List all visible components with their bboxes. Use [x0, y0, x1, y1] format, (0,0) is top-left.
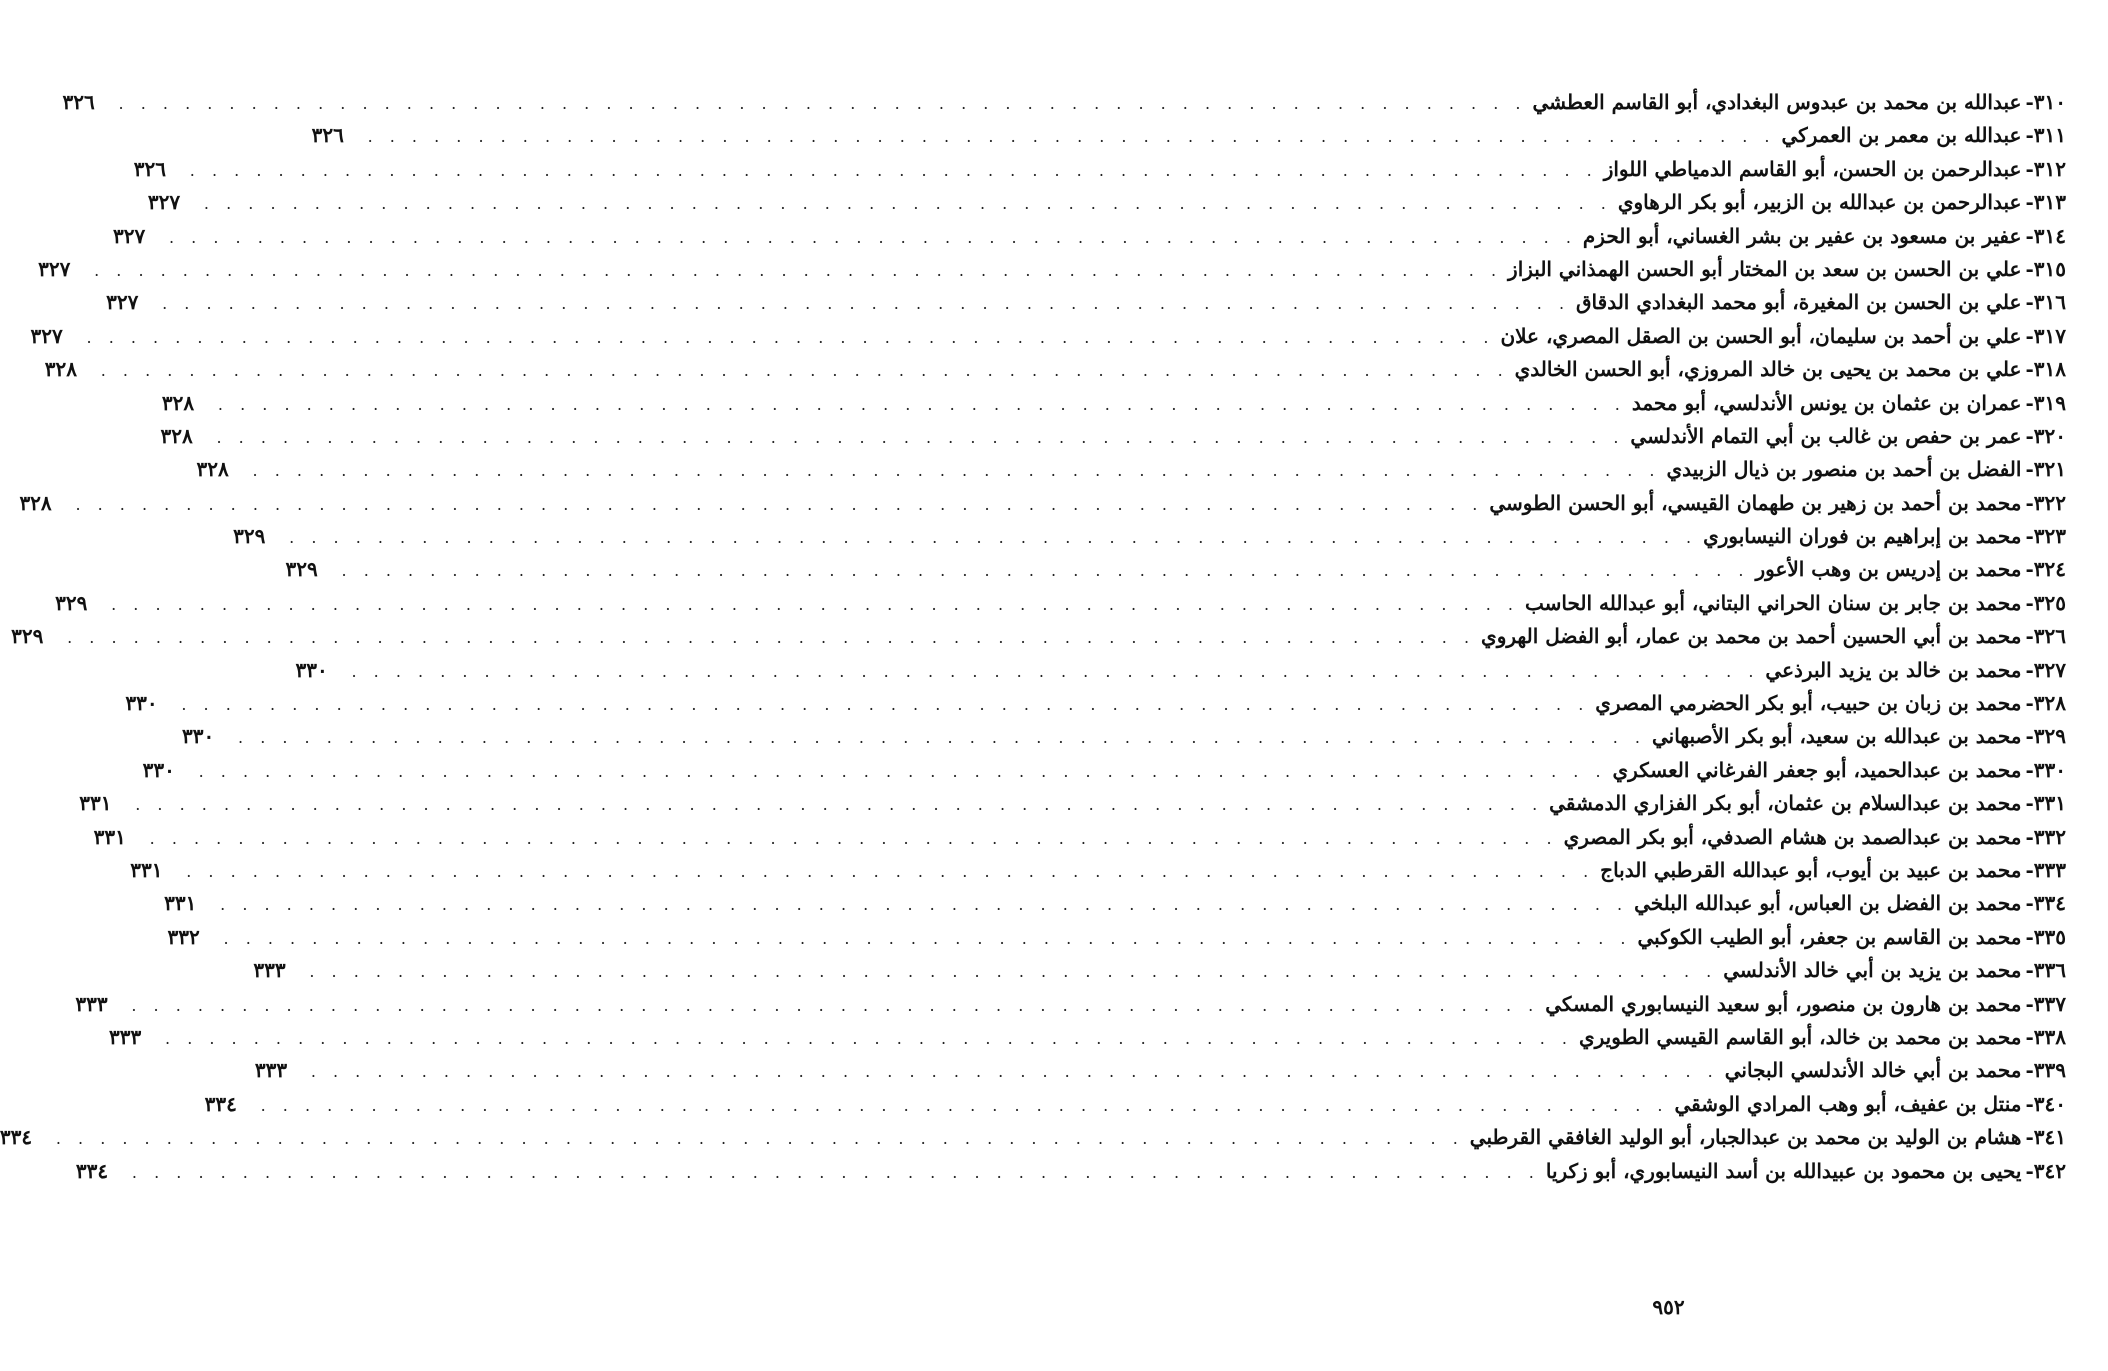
toc-entry — [233, 520, 2066, 553]
toc-entry — [55, 587, 2066, 620]
entry-number: ٣٢٤- — [2025, 557, 2066, 582]
dot-leader — [135, 788, 1543, 821]
dot-leader — [162, 287, 1570, 320]
entry-title: عفير بن مسعود بن عفير بن بشر الغساني، أبو الحزم — [1582, 223, 2022, 248]
entry-page-number: ٣٣٠ — [125, 691, 158, 716]
toc-entry — [0, 1121, 2066, 1154]
entry-title: محمد بن عبدالله بن سعيد، أبو بكر الأصبهاني — [1651, 724, 2022, 749]
entry-number: ٣١٧- — [2025, 323, 2066, 348]
toc-entry — [130, 854, 2066, 887]
entry-title: يحيى بن محمود بن عبيدالله بن أسد النيسابوري، أبو زكريا — [1545, 1158, 2022, 1183]
toc-entry — [109, 1021, 2066, 1054]
toc-entry — [142, 754, 2066, 787]
entry-number: ٣٢١- — [2025, 457, 2066, 482]
toc-entry — [106, 286, 2066, 319]
toc-entry — [161, 387, 2066, 420]
entry-page-number: ٣٢٧ — [106, 290, 139, 315]
entry-number: ٣١٩- — [2025, 390, 2066, 415]
entry-page-number: ٣٢٦ — [62, 90, 95, 114]
toc-entry — [30, 320, 2066, 353]
toc-entry — [19, 487, 2066, 520]
toc-entry — [113, 220, 2066, 253]
entry-number: ٣١١- — [2025, 123, 2066, 148]
entry-page-number: ٣٢٧ — [38, 256, 71, 281]
entry-title: محمد بن يزيد بن أبي خالد الأندلسي — [1723, 958, 2022, 983]
entry-page-number: ٣٢٦ — [133, 156, 167, 181]
toc-entry — [79, 787, 2066, 820]
dot-leader — [220, 888, 1628, 921]
dot-leader — [218, 388, 1626, 421]
toc-entry — [253, 954, 2066, 987]
entry-page-number: ٣٢٨ — [44, 357, 77, 382]
dot-leader — [224, 922, 1632, 955]
entry-title: علي بن الحسن بن المغيرة، أبو محمد البغدادي الدقاق — [1576, 290, 2022, 315]
dot-leader — [342, 554, 1750, 587]
entry-number: ٣٣٩- — [2025, 1058, 2066, 1083]
toc-entry — [125, 687, 2066, 720]
toc-entry — [311, 119, 2066, 152]
dot-leader — [217, 421, 1625, 454]
entry-number: ٣١٨- — [2025, 357, 2066, 382]
dot-leader — [87, 321, 1495, 354]
toc-entry — [133, 153, 2066, 186]
dot-leader — [199, 755, 1607, 788]
entry-page-number: ٣٢٩ — [11, 624, 44, 649]
entry-title: محمد بن محمد بن خالد، أبو القاسم القيسي الطويري — [1578, 1024, 2022, 1049]
entry-title: منتل بن عفيف، أبو وهب المرادي الوشقي — [1674, 1091, 2022, 1116]
entry-number: ٣٢٥- — [2025, 590, 2066, 615]
entry-page-number: ٣٣٠ — [182, 724, 215, 749]
dot-leader — [101, 354, 1509, 387]
toc-entry — [62, 86, 2066, 119]
entry-title: هشام بن الوليد بن محمد بن عبدالجبار، أبو الوليد الغافقي القرطبي — [1469, 1125, 2022, 1150]
toc-entry — [167, 921, 2066, 954]
entry-number: ٣٢٢- — [2025, 490, 2066, 515]
toc-entry — [147, 186, 2066, 219]
entry-number: ٣١٥- — [2025, 256, 2066, 281]
entry-page-number: ٣٣٣ — [253, 958, 286, 983]
dot-leader — [150, 822, 1558, 855]
dot-leader — [165, 1022, 1573, 1055]
entry-page-number: ٣٣١ — [130, 857, 163, 882]
entry-number: ٣٤٠- — [2025, 1091, 2066, 1116]
entry-page-number: ٣٢٩ — [55, 590, 88, 615]
entry-number: ٣٣٦- — [2025, 958, 2066, 983]
dot-leader — [169, 221, 1577, 254]
entry-number: ٣٢٠- — [2025, 423, 2066, 448]
entry-title: محمد بن زبان بن حبيب، أبو بكر الحضرمي المصري — [1595, 691, 2022, 716]
dot-leader — [111, 588, 1519, 621]
entry-number: ٣٣٥- — [2025, 924, 2066, 949]
dot-leader — [352, 655, 1760, 688]
entry-number: ٣٢٧- — [2025, 657, 2066, 682]
entry-number: ٣٣٧- — [2025, 991, 2066, 1016]
entry-page-number: ٣٣١ — [79, 791, 112, 816]
entry-title: محمد بن الفضل بن العباس، أبو عبدالله البلخي — [1634, 891, 2022, 916]
dot-leader — [253, 454, 1661, 487]
entry-title: الفضل بن أحمد بن منصور بن ذيال الزبيدي — [1666, 457, 2022, 482]
dot-leader — [75, 488, 1483, 521]
entry-title: محمد بن أبي خالد الأندلسي البجاني — [1724, 1058, 2022, 1083]
entry-page-number: ٣٣٤ — [75, 1158, 109, 1183]
toc-entry — [44, 353, 2066, 386]
entry-page-number: ٣٢٩ — [285, 557, 318, 582]
entry-page-number: ٣٣٢ — [167, 924, 200, 949]
dot-leader — [56, 1122, 1464, 1155]
entry-page-number: ٣٢٨ — [196, 457, 229, 482]
entry-number: ٣١٦- — [2025, 290, 2066, 315]
toc-entry — [182, 720, 2066, 753]
entry-title: محمد بن خالد بن يزيد البرذعي — [1765, 657, 2022, 682]
entry-page-number: ٣٢٩ — [233, 524, 266, 549]
entry-page-number: ٣٢٦ — [311, 123, 344, 148]
entry-page-number: ٣٣١ — [93, 824, 126, 849]
dot-leader — [311, 1055, 1719, 1088]
entry-page-number: ٣٣٠ — [142, 757, 175, 782]
toc-entry — [38, 253, 2066, 286]
entry-title: محمد بن القاسم بن جعفر، أبو الطيب الكوكبي — [1637, 924, 2022, 949]
entry-number: ٣٣٨- — [2025, 1024, 2066, 1049]
entry-title: علي بن الحسن بن سعد بن المختار أبو الحسن الهمذاني البزاز — [1508, 256, 2022, 281]
entry-title: محمد بن عبيد بن أيوب، أبو عبدالله القرطبي الدباج — [1600, 857, 2022, 882]
entry-page-number: ٣٣٣ — [75, 991, 108, 1016]
entry-page-number: ٣٢٧ — [147, 190, 181, 215]
entry-title: عبدالرحمن بن الحسن، أبو القاسم الدمياطي اللواز — [1603, 156, 2022, 181]
toc-entry — [75, 988, 2066, 1021]
entry-number: ٣٣٤- — [2025, 891, 2066, 916]
toc-entry — [164, 887, 2066, 920]
entry-page-number: ٣٣٣ — [109, 1024, 142, 1049]
entry-number: ٣٢٩- — [2025, 724, 2066, 749]
entry-number: ٣١٤- — [2025, 223, 2066, 248]
entry-number: ٣٢٣- — [2025, 524, 2066, 549]
entry-number: ٣٤١- — [2025, 1125, 2066, 1150]
entry-title: عبدالله بن محمد بن عبدوس البغدادي، أبو القاسم العطشي — [1532, 90, 2022, 114]
toc-entry — [75, 1155, 2066, 1188]
page-number: ٩٥٢ — [1652, 1295, 1685, 1319]
entry-page-number: ٣٣١ — [164, 891, 197, 916]
toc-entry — [160, 420, 2066, 453]
table-of-contents — [0, 86, 2066, 1188]
dot-leader — [261, 1089, 1669, 1122]
entry-title: عبدالله بن معمر بن العمركي — [1781, 123, 2022, 148]
dot-leader — [131, 989, 1539, 1022]
entry-title: محمد بن أحمد بن زهير بن طهمان القيسي، أبو الحسن الطوسي — [1489, 490, 2022, 515]
toc-entry — [295, 654, 2066, 687]
entry-page-number: ٣٢٧ — [113, 223, 146, 248]
entry-title: عبدالرحمن بن عبدالله بن الزبير، أبو بكر الرهاوي — [1617, 190, 2022, 215]
entry-title: محمد بن عبدالحميد، أبو جعفر الفرغاني العسكري — [1612, 757, 2022, 782]
entry-title: عمر بن حفص بن غالب بن أبي التمام الأندلسي — [1630, 423, 2022, 448]
dot-leader — [309, 955, 1717, 988]
entry-page-number: ٣٢٨ — [161, 390, 195, 415]
entry-page-number: ٣٣٤ — [0, 1125, 33, 1150]
dot-leader — [368, 120, 1776, 153]
dot-leader — [289, 521, 1697, 554]
entry-number: ٣٢٨- — [2025, 691, 2066, 716]
entry-title: محمد بن هارون بن منصور، أبو سعيد النيسابوري المسكي — [1545, 991, 2022, 1016]
dot-leader — [190, 154, 1598, 187]
entry-page-number: ٣٢٨ — [19, 490, 52, 515]
entry-title: محمد بن عبدالسلام بن عثمان، أبو بكر الفزاري الدمشقي — [1549, 791, 2022, 816]
entry-title: محمد بن إبراهيم بن فوران النيسابوري — [1703, 524, 2022, 549]
entry-title: محمد بن إدريس بن وهب الأعور — [1755, 557, 2022, 582]
dot-leader — [119, 87, 1527, 120]
toc-entry — [254, 1054, 2066, 1087]
toc-entry — [196, 453, 2066, 486]
entry-title: محمد بن أبي الحسين أحمد بن محمد بن عمار، أبو الفضل الهروي — [1481, 624, 2022, 649]
entry-number: ٣٣٠- — [2025, 757, 2066, 782]
entry-title: عمران بن عثمان بن يونس الأندلسي، أبو محمد — [1631, 390, 2022, 415]
dot-leader — [67, 621, 1475, 654]
entry-page-number: ٣٢٨ — [160, 423, 193, 448]
entry-page-number: ٣٢٧ — [30, 323, 63, 348]
entry-number: ٣٣١- — [2025, 791, 2066, 816]
entry-number: ٣٢٦- — [2025, 624, 2066, 649]
entry-page-number: ٣٣٤ — [204, 1091, 237, 1116]
entry-page-number: ٣٣٠ — [295, 657, 328, 682]
dot-leader — [204, 187, 1612, 220]
entry-number: ٣٣٢- — [2025, 824, 2066, 849]
entry-title: علي بن محمد بن يحيى بن خالد المروزي، أبو الحسن الخالدي — [1514, 357, 2022, 382]
entry-number: ٣١٢- — [2025, 156, 2066, 181]
entry-number: ٣٤٢- — [2025, 1158, 2066, 1183]
dot-leader — [132, 1156, 1540, 1189]
entry-title: علي بن أحمد بن سليمان، أبو الحسن بن الصقل المصري، علان — [1500, 323, 2022, 348]
dot-leader — [94, 254, 1502, 287]
entry-number: ٣١٠- — [2025, 90, 2066, 114]
toc-entry — [285, 553, 2066, 586]
dot-leader — [186, 855, 1594, 888]
entry-page-number: ٣٣٣ — [254, 1058, 288, 1083]
dot-leader — [238, 721, 1646, 754]
entry-number: ٣١٣- — [2025, 190, 2066, 215]
toc-entry — [11, 620, 2066, 653]
entry-title: محمد بن جابر بن سنان الحراني البتاني، أبو عبدالله الحاسب — [1525, 590, 2022, 615]
entry-title: محمد بن عبدالصمد بن هشام الصدفي، أبو بكر المصري — [1563, 824, 2022, 849]
entry-number: ٣٣٣- — [2025, 857, 2066, 882]
dot-leader — [181, 688, 1589, 721]
toc-entry — [93, 821, 2066, 854]
toc-entry — [204, 1088, 2066, 1121]
